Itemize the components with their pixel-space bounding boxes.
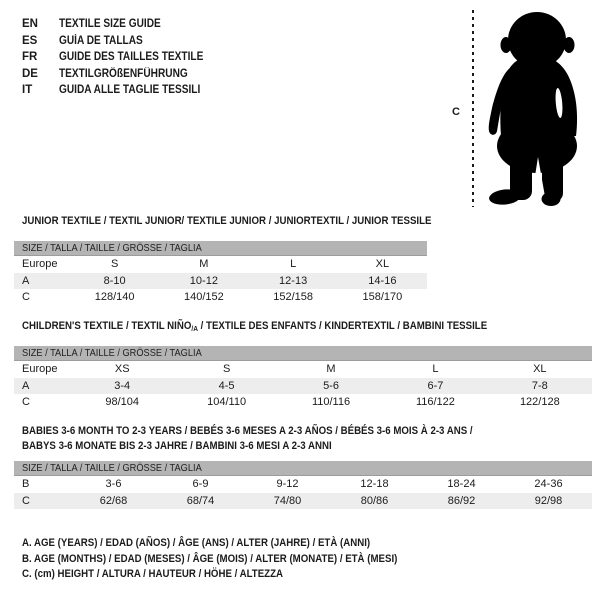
list-item bbox=[22, 33, 223, 50]
age-cell: 3-4 bbox=[114, 379, 131, 392]
table-row-region bbox=[14, 256, 427, 273]
language-code: IT bbox=[22, 84, 33, 97]
list-item bbox=[22, 66, 223, 83]
height-cell: 92/98 bbox=[534, 494, 563, 507]
height-c-label: C bbox=[452, 106, 460, 118]
age-cell: 12-13 bbox=[279, 274, 308, 287]
list-item bbox=[22, 82, 223, 99]
height-cell: 158/170 bbox=[362, 291, 403, 304]
language-label: TEXTILE SIZE GUIDE bbox=[59, 18, 161, 31]
size-header-bar bbox=[14, 346, 592, 361]
age-cell: 5-6 bbox=[323, 379, 339, 392]
size-cell: M bbox=[199, 258, 209, 271]
size-cell: XL bbox=[533, 363, 547, 376]
children-title-part1: CHILDREN'S TEXTILE / TEXTIL NIÑO bbox=[22, 320, 192, 332]
row-label: B bbox=[22, 478, 30, 491]
language-label: GUIDA ALLE TAGLIE TESSILI bbox=[59, 84, 201, 97]
height-cell: 86/92 bbox=[447, 494, 476, 507]
language-list bbox=[22, 16, 223, 99]
children-title-part2: / TEXTILE DES ENFANTS / KINDERTEXTIL / BAMBINI TESSILE bbox=[197, 320, 488, 332]
children-title bbox=[22, 320, 487, 333]
size-cell: M bbox=[326, 363, 336, 376]
list-item bbox=[22, 49, 223, 66]
age-cell: 6-7 bbox=[427, 379, 444, 392]
legend-text: B. AGE (MONTHS) / EDAD (MESES) / ÂGE (MOIS) / ALTER (MONATE) / ETÀ (MESI) bbox=[22, 552, 398, 565]
baby-figure bbox=[430, 0, 600, 215]
legend-text: C. (cm) HEIGHT / ALTURA / HAUTEUR / HÖHE / ALTEZZA bbox=[22, 568, 284, 581]
language-label: GUIDE DES TAILLES TEXTILE bbox=[59, 51, 204, 64]
size-header-bar bbox=[14, 241, 427, 256]
language-label: GUÍA DE TALLAS bbox=[59, 34, 143, 47]
height-cell: 74/80 bbox=[273, 494, 302, 507]
babies-title-line2: BABYS 3-6 MONATE BIS 2-3 JAHRE / BAMBINI 3-6 MESI A 2-3 ANNI bbox=[22, 439, 332, 452]
language-label: TEXTILGRÖßENFÜHRUNG bbox=[59, 67, 188, 80]
size-header-bar bbox=[14, 461, 592, 476]
age-cell: 24-36 bbox=[534, 478, 563, 491]
size-header-text: SIZE / TALLA / TAILLE / GRÖSSE / TAGLIA bbox=[22, 242, 202, 254]
age-cell: 4-5 bbox=[218, 379, 235, 392]
size-cell: L bbox=[432, 363, 439, 376]
table-row-height bbox=[14, 493, 592, 510]
row-label: A bbox=[22, 274, 30, 287]
size-cell: XS bbox=[114, 363, 130, 376]
language-code: FR bbox=[22, 51, 38, 64]
height-cell: 98/104 bbox=[105, 396, 140, 409]
row-label: A bbox=[22, 379, 30, 392]
row-label: C bbox=[22, 494, 30, 507]
height-cell: 80/86 bbox=[360, 494, 389, 507]
language-code: DE bbox=[22, 67, 38, 80]
table-row-age bbox=[14, 378, 592, 395]
age-cell: 8-10 bbox=[103, 274, 126, 287]
age-cell: 9-12 bbox=[276, 478, 299, 491]
height-cell: 140/152 bbox=[183, 291, 224, 304]
legend-text: A. AGE (YEARS) / EDAD (AÑOS) / ÂGE (ANS) / ALTER (JAHRE) / ETÀ (ANNI) bbox=[22, 537, 371, 549]
height-cell: 68/74 bbox=[186, 494, 215, 507]
size-cell: S bbox=[110, 258, 119, 271]
list-item bbox=[22, 16, 223, 33]
row-label: Europe bbox=[22, 363, 58, 376]
baby-silhouette-icon bbox=[480, 8, 593, 208]
legend-line-c bbox=[22, 568, 449, 584]
babies-title bbox=[22, 424, 473, 453]
size-cell: S bbox=[222, 363, 231, 376]
age-cell: 7-8 bbox=[531, 379, 548, 392]
height-cell: 152/158 bbox=[273, 291, 313, 304]
children-title-sub: /A bbox=[191, 324, 198, 333]
size-cell: XL bbox=[375, 258, 390, 271]
legend bbox=[22, 537, 449, 584]
age-cell: 10-12 bbox=[189, 274, 218, 287]
height-cell: 104/110 bbox=[207, 396, 247, 409]
table-row-region bbox=[14, 361, 592, 378]
language-code: EN bbox=[22, 18, 38, 31]
table-row-height bbox=[14, 394, 592, 411]
table-row-age bbox=[14, 273, 427, 290]
babies-title-line1: BABIES 3-6 MONTH TO 2-3 YEARS / BEBÉS 3-6 MESES A 2-3 AÑOS / BÉBÉS 3-6 MOIS À 2-3 ANS / bbox=[22, 425, 473, 437]
legend-line-b bbox=[22, 553, 449, 569]
height-cell: 110/116 bbox=[311, 396, 351, 409]
height-cell: 128/140 bbox=[94, 291, 135, 304]
height-dashed-line bbox=[472, 10, 474, 207]
junior-title: JUNIOR TEXTILE / TEXTIL JUNIOR/ TEXTILE JUNIOR / JUNIORTEXTIL / JUNIOR TESSILE bbox=[22, 215, 432, 227]
legend-line-a bbox=[22, 537, 449, 553]
age-cell: 12-18 bbox=[360, 478, 389, 491]
height-cell: 62/68 bbox=[99, 494, 128, 507]
size-cell: L bbox=[290, 258, 297, 271]
size-header-text: SIZE / TALLA / TAILLE / GRÖSSE / TAGLIA bbox=[22, 462, 202, 474]
height-cell: 116/122 bbox=[415, 396, 455, 409]
age-cell: 3-6 bbox=[105, 478, 122, 491]
table-row-age-months bbox=[14, 476, 592, 493]
age-cell: 14-16 bbox=[368, 274, 397, 287]
children-table bbox=[14, 346, 592, 411]
language-code: ES bbox=[22, 34, 38, 47]
row-label: C bbox=[22, 291, 30, 304]
age-cell: 6-9 bbox=[192, 478, 209, 491]
height-cell: 122/128 bbox=[519, 396, 560, 409]
row-label: C bbox=[22, 396, 30, 409]
babies-table bbox=[14, 461, 592, 509]
size-header-text: SIZE / TALLA / TAILLE / GRÖSSE / TAGLIA bbox=[22, 347, 202, 359]
junior-table bbox=[14, 241, 427, 306]
table-row-height bbox=[14, 289, 427, 306]
age-cell: 18-24 bbox=[447, 478, 476, 491]
row-label: Europe bbox=[22, 258, 58, 271]
